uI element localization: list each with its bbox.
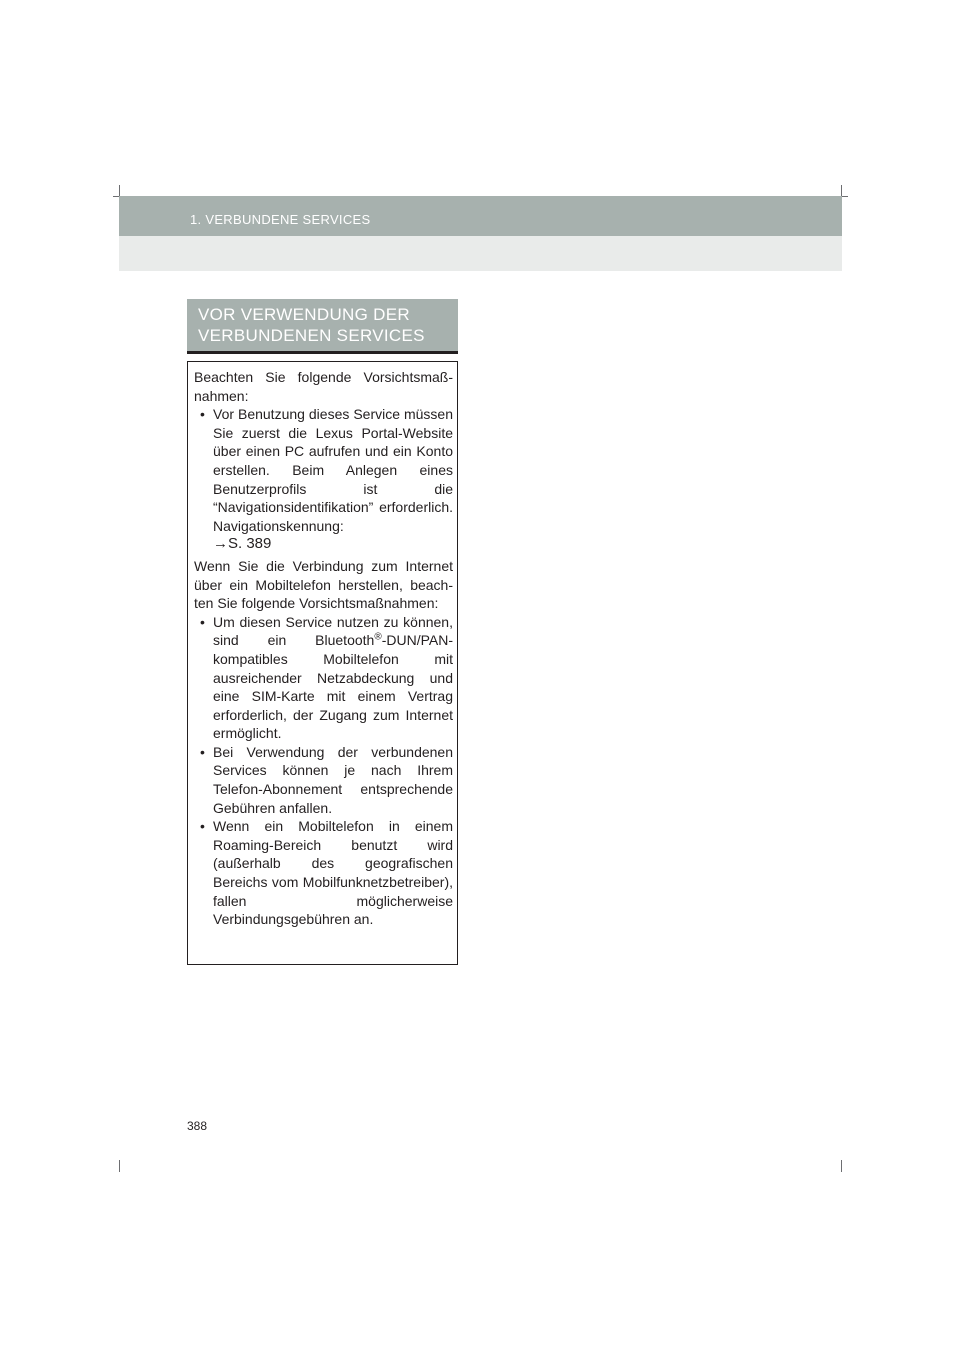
section-title: 1. VERBUNDENE SERVICES: [190, 212, 371, 227]
list-item-text: Vor Benutzung dieses Service müssen Sie zuerst die Lexus Portal-Website über einen PC aufrufen und ein Konto erstellen. Beim Anlegen eines Benutzerprofils ist die “Navigationsidentifikation” erforderlich. Navigationskennung:: [213, 406, 453, 534]
page-reference: →S. 389: [213, 535, 272, 553]
bullet-list: [194, 613, 453, 929]
list-item: [194, 743, 453, 817]
list-item-text: Bei Verwendung der verbundenen Services können je nach Ihrem Telefon-Abonnement entsprechende Gebühren anfallen.: [213, 743, 453, 816]
intro-paragraph: Wenn Sie die Verbindung zum Internet über ein Mobiltelefon herstellen, beach-ten Sie folgende Vorsichtsmaßnahmen:: [194, 557, 453, 612]
crop-mark: [841, 196, 848, 197]
bullet-icon: •: [200, 743, 205, 760]
box-title: VOR VERWENDUNG DER VERBUNDENEN SERVICES: [198, 305, 425, 345]
crop-mark: [841, 1160, 842, 1172]
list-item-text: Um diesen Service nutzen zu können, sind ein Bluetooth: [213, 613, 453, 649]
list-item-text: Wenn ein Mobiltelefon in einem Roaming-Bereich benutzt wird (außerhalb des geografischen Bereichs vom Mobilfunknetzbetreiber), fallen möglicherweise Verbindungsgebühren an.: [213, 818, 453, 928]
crop-mark: [841, 185, 842, 196]
list-item: [194, 405, 453, 554]
box-title-bar: [187, 299, 458, 354]
crop-mark: [119, 1160, 120, 1172]
intro-paragraph: Beachten Sie folgende Vorsichtsmaß-nahmen:: [194, 369, 453, 404]
registered-mark: ®: [374, 631, 382, 643]
list-item-text: -DUN/PAN-kompatibles Mobiltelefon mit ausreichender Netzabdeckung und eine SIM-Karte mit einem Vertrag erforderlich, der Zugang zum Internet ermöglicht.: [213, 632, 453, 742]
header-sub-band: [119, 236, 842, 271]
precautions-box: [187, 361, 458, 965]
precautions-content: [194, 368, 453, 932]
bullet-icon: •: [200, 406, 205, 423]
bullet-list: [194, 405, 453, 554]
bullet-icon: •: [200, 818, 205, 835]
bullet-icon: •: [200, 613, 205, 630]
list-item: [194, 613, 453, 743]
list-item: [194, 817, 453, 929]
crop-mark: [119, 185, 120, 196]
page-number: 388: [187, 1119, 208, 1133]
